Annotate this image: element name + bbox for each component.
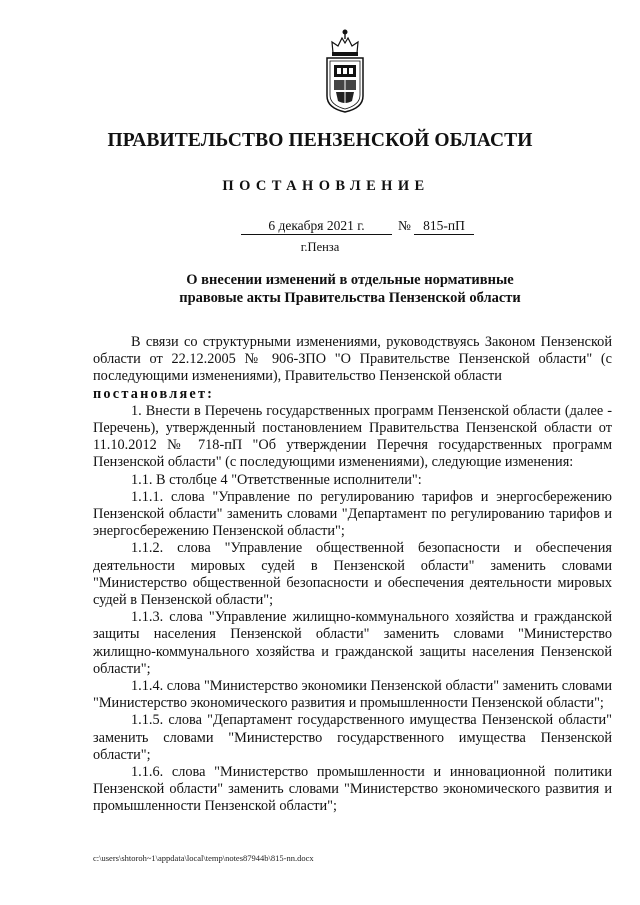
file-path-footer: c:\users\shtoroh~1\appdata\local\temp\notes87944b\815-nn.docx bbox=[93, 853, 314, 863]
intro-paragraph: В связи со структурными изменениями, руководствуясь Законом Пензенской области от 22.12.2005 № 906-ЗПО "О Правительстве Пензенской области" (с последующими изменениями), Правительство Пензенской области bbox=[93, 334, 612, 385]
number-sign: № bbox=[398, 218, 411, 233]
government-title: ПРАВИТЕЛЬСТВО ПЕНЗЕНСКОЙ ОБЛАСТИ bbox=[107, 130, 533, 151]
document-date: 6 декабря 2021 г. bbox=[241, 218, 392, 235]
document-title-line-1: О внесении изменений в отдельные нормативные bbox=[186, 272, 514, 288]
document-title-line-2: правовые акты Правительства Пензенской области bbox=[179, 290, 521, 306]
item-1-1-5: 1.1.5. слова "Департамент государственного имущества Пензенской области" заменить словами "Министерство государственного имущества Пензенской области"; bbox=[93, 712, 612, 763]
item-1-1-4: 1.1.4. слова "Министерство экономики Пензенской области" заменить словами "Министерство экономического развития и промышленности Пензенской области"; bbox=[93, 678, 612, 712]
resolves-word: постановляет: bbox=[93, 385, 215, 402]
item-1-1-3: 1.1.3. слова "Управление жилищно-коммунального хозяйства и гражданской защиты населения Пензенской области" заменить словами "Министерство жилищно-коммунального хозяйства и гражданской защиты населения Пензенской области"; bbox=[93, 609, 612, 677]
document-title bbox=[160, 271, 540, 307]
item-1-1-1: 1.1.1. слова "Управление по регулированию тарифов и энергосбережению Пензенской области" заменить словами "Департамент по регулированию тарифов и энергосбережению Пензенской области"; bbox=[93, 488, 612, 540]
penza-oblast-coat-of-arms-icon bbox=[318, 26, 372, 114]
city: г.Пенза bbox=[300, 240, 340, 254]
document-number: 815-пП bbox=[414, 218, 474, 235]
document-body bbox=[93, 334, 612, 816]
document-type: ПОСТАНОВЛЕНИЕ bbox=[222, 178, 430, 194]
item-1-1-2: 1.1.2. слова "Управление общественной безопасности и обеспечения деятельности мировых судей в Пензенской области" заменить словами "Министерство общественной безопасности и обеспечения деятельности мировых судей в Пензенской области"; bbox=[93, 540, 612, 609]
item-1: 1. Внести в Перечень государственных программ Пензенской области (далее - Перечень), утвержденный постановлением Правительства Пензенской области от 11.10.2012 № 718-пП "Об утверждении Перечня государственных программ Пензенской области" (с последующими изменениями), следующие изменения: bbox=[93, 402, 612, 471]
item-1-1: 1.1. В столбце 4 "Ответственные исполнители": bbox=[131, 471, 422, 488]
item-1-1-6: 1.1.6. слова "Министерство промышленности и инновационной политики Пензенской области" заменить словами "Министерство экономического развития и промышленности Пензенской области"; bbox=[93, 764, 612, 815]
